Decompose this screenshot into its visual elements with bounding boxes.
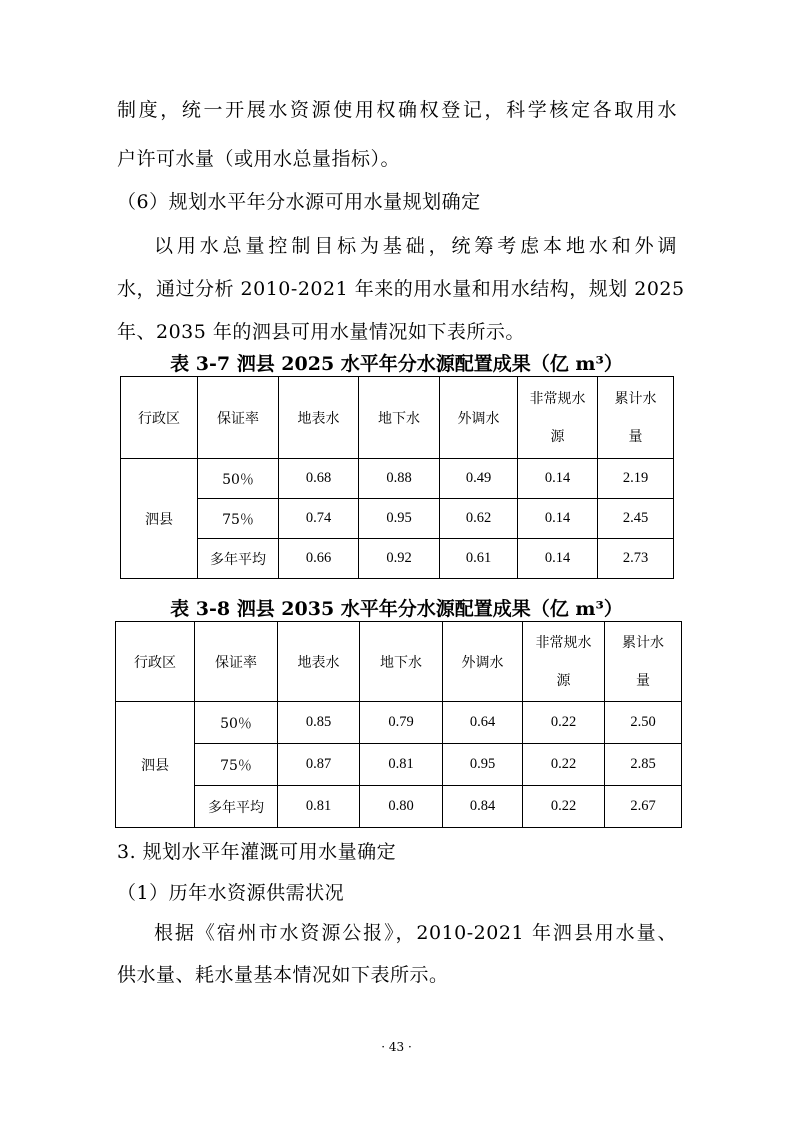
- section-heading: （6）规划水平年分水源可用水量规划确定: [117, 191, 481, 213]
- table-header-row: [121, 377, 674, 459]
- table-row: [116, 786, 682, 828]
- header-cell: 地表水: [278, 622, 360, 702]
- header-text: 非常规水: [529, 390, 586, 407]
- header-cell: 保证率: [198, 377, 279, 459]
- table-row: [116, 744, 682, 786]
- value-cell: 2.45: [598, 499, 674, 539]
- header-cell: 行政区: [116, 622, 195, 702]
- section-heading: 3. 规划水平年灌溉可用水量确定: [117, 841, 397, 863]
- value-cell: 0.79: [360, 702, 443, 744]
- subsection-heading: （1）历年水资源供需状况: [117, 882, 345, 904]
- table-row: [121, 499, 674, 539]
- value-cell: 0.22: [523, 744, 605, 786]
- rate-cell: 多年平均: [195, 786, 278, 828]
- header-text: 累计水: [622, 634, 664, 651]
- value-cell: 0.84: [443, 786, 523, 828]
- value-cell: 0.22: [523, 702, 605, 744]
- header-cell: 保证率: [195, 622, 278, 702]
- header-cell: 外调水: [443, 622, 523, 702]
- value-cell: 0.85: [278, 702, 360, 744]
- header-cell: [523, 622, 605, 702]
- header-text: 非常规水: [535, 634, 592, 651]
- table-row: [121, 459, 674, 499]
- paragraph-line: 年、2035 年的泗县可用水量情况如下表所示。: [117, 321, 525, 343]
- value-cell: 0.88: [359, 459, 440, 499]
- value-cell: 0.80: [360, 786, 443, 828]
- header-text: 累计水: [614, 390, 657, 407]
- water-allocation-table-2025: [120, 376, 674, 579]
- value-cell: 0.68: [279, 459, 359, 499]
- table-row: [116, 702, 682, 744]
- table-header-row: [116, 622, 682, 702]
- header-text: 源: [550, 428, 565, 445]
- value-cell: 0.81: [278, 786, 360, 828]
- paragraph-line: 水，通过分析 2010-2021 年来的用水量和用水结构，规划 2025: [117, 278, 685, 300]
- value-cell: 0.14: [518, 539, 598, 579]
- water-allocation-table-2035: [115, 621, 682, 828]
- header-cell: [598, 377, 674, 459]
- header-text: 量: [628, 428, 643, 445]
- value-cell: 0.64: [443, 702, 523, 744]
- value-cell: 2.50: [605, 702, 682, 744]
- header-cell: 地下水: [360, 622, 443, 702]
- region-cell: 泗县: [121, 459, 198, 579]
- value-cell: 2.19: [598, 459, 674, 499]
- value-cell: 0.81: [360, 744, 443, 786]
- value-cell: 0.22: [523, 786, 605, 828]
- rate-cell: 75％: [198, 499, 279, 539]
- page-number: · 43 ·: [381, 1040, 412, 1054]
- header-text: 源: [556, 672, 571, 689]
- value-cell: 0.14: [518, 499, 598, 539]
- value-cell: 2.85: [605, 744, 682, 786]
- value-cell: 0.61: [440, 539, 518, 579]
- value-cell: 0.14: [518, 459, 598, 499]
- value-cell: 0.66: [279, 539, 359, 579]
- table-caption: 表 3-7 泗县 2025 水平年分水源配置成果（亿 m³）: [170, 353, 623, 375]
- rate-cell: 75％: [195, 744, 278, 786]
- paragraph-line: 以用水总量控制目标为基础，统筹考虑本地水和外调: [154, 235, 677, 257]
- header-cell: 外调水: [440, 377, 518, 459]
- value-cell: 0.49: [440, 459, 518, 499]
- region-cell: 泗县: [116, 702, 195, 828]
- value-cell: 0.92: [359, 539, 440, 579]
- value-cell: 2.73: [598, 539, 674, 579]
- value-cell: 0.62: [440, 499, 518, 539]
- table-row: [121, 539, 674, 579]
- value-cell: 0.95: [359, 499, 440, 539]
- header-cell: [518, 377, 598, 459]
- value-cell: 0.87: [278, 744, 360, 786]
- header-text: 量: [636, 672, 650, 689]
- header-cell: [605, 622, 682, 702]
- paragraph-line: 制度，统一开展水资源使用权确权登记，科学核定各取用水: [117, 99, 677, 121]
- rate-cell: 多年平均: [198, 539, 279, 579]
- value-cell: 2.67: [605, 786, 682, 828]
- table-caption: 表 3-8 泗县 2035 水平年分水源配置成果（亿 m³）: [170, 598, 623, 620]
- header-cell: 行政区: [121, 377, 198, 459]
- paragraph-line: 根据《宿州市水资源公报》，2010-2021 年泗县用水量、: [154, 922, 677, 944]
- header-cell: 地下水: [359, 377, 440, 459]
- header-cell: 地表水: [279, 377, 359, 459]
- paragraph-line: 户许可水量（或用水总量指标）。: [117, 148, 401, 170]
- value-cell: 0.74: [279, 499, 359, 539]
- value-cell: 0.95: [443, 744, 523, 786]
- paragraph-line: 供水量、耗水量基本情况如下表所示。: [117, 964, 449, 986]
- rate-cell: 50％: [195, 702, 278, 744]
- rate-cell: 50％: [198, 459, 279, 499]
